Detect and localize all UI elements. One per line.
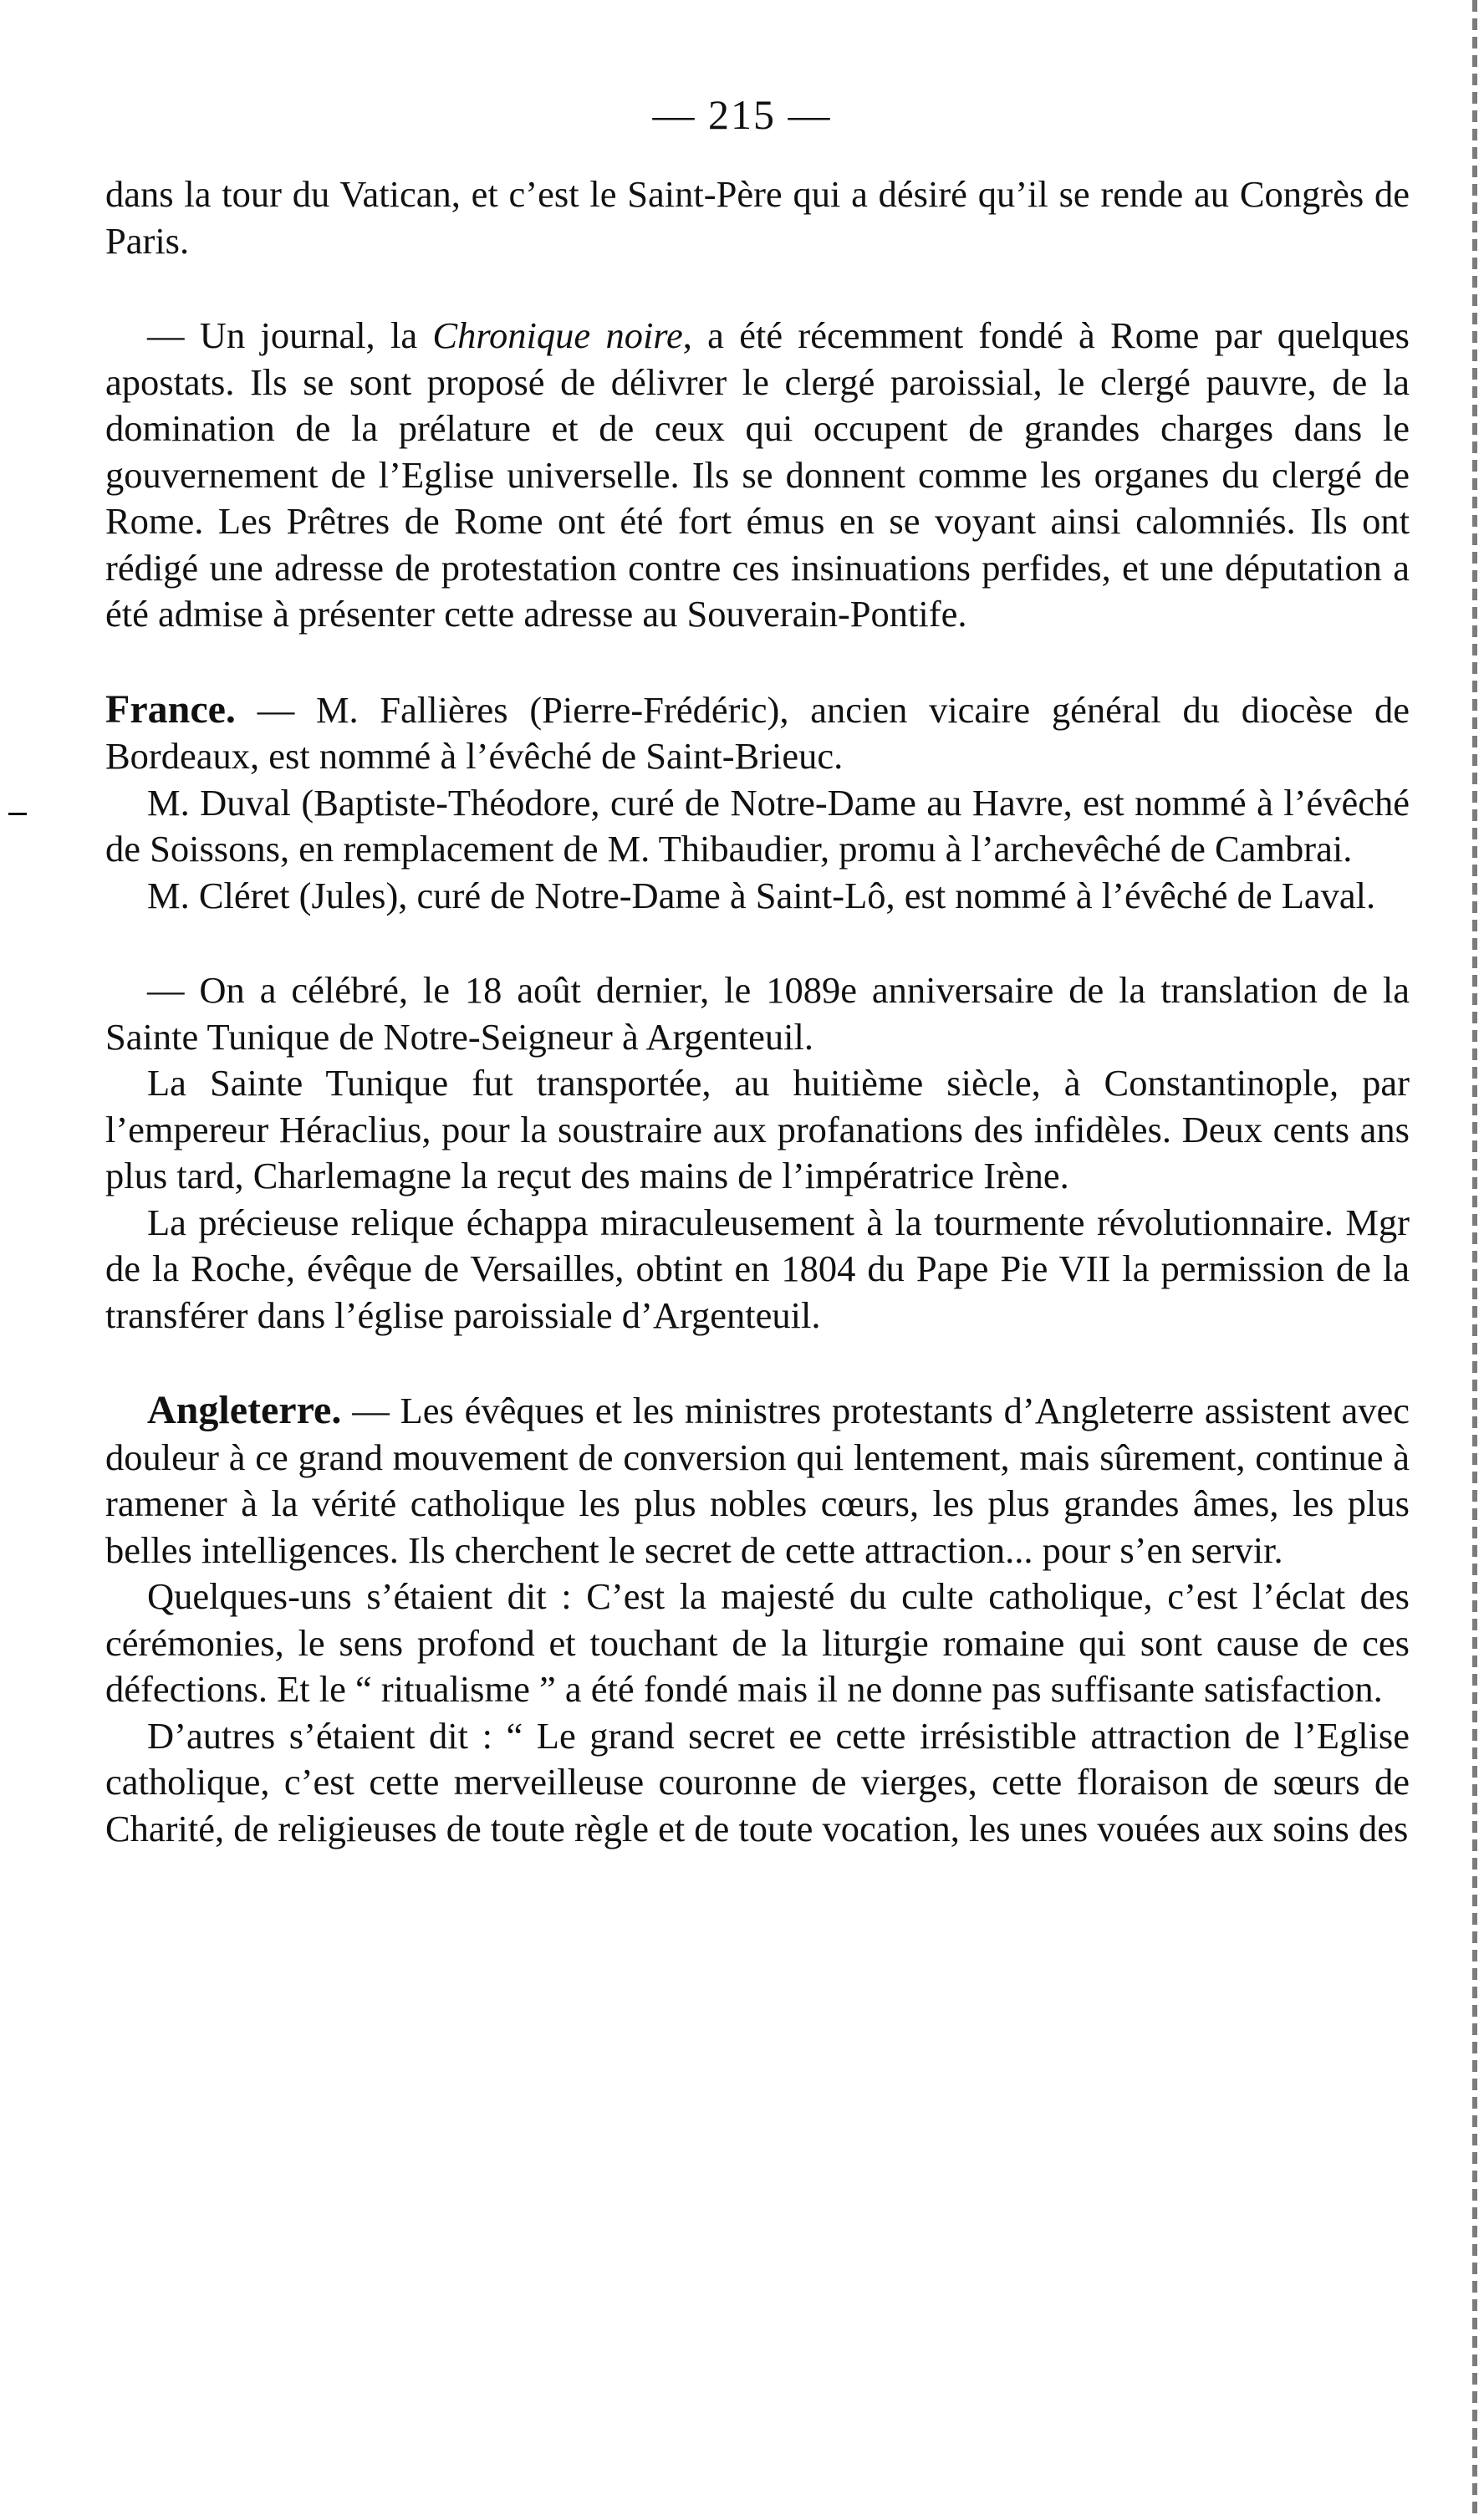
paragraph-text: D’autres s’étaient dit : “ Le grand secret ee cette irrésistible attraction de l’Eglise catholique, c’est cette merveilleuse couronne de vierges, cette floraison de sœurs de Charité, de religieuses de toute règle et de toute vocation, les unes vouées aux soins des <box>105 1714 1410 1849</box>
paragraph-text: La précieuse relique échappa miraculeusement à la tourmente révolutionnaire. Mgr de la Roche, évêque de Versailles, obtint en 1804 du Pape Pie VII la permission de la transférer dans l’église paroissiale d’Argenteuil. <box>105 1201 1410 1336</box>
paragraph-text: M. Duval (Baptiste-Théodore, curé de Notre-Dame au Havre, est nommé à l’évêché de Soissons, en remplacement de M. Thibaudier, promu à l’archevêché de Cambrai. <box>105 781 1410 870</box>
paragraph-text-before: — Un journal, la <box>147 314 433 356</box>
paragraph-tunique <box>105 1060 1410 1200</box>
paragraph-france <box>105 686 1410 780</box>
paragraph-gap <box>105 1339 1410 1387</box>
page-edge-border <box>1472 0 1477 2515</box>
paragraph-text: — M. Fallières (Pierre-Frédéric), ancien vicaire général du diocèse de Bordeaux, est nommé à l’évêché de Saint-Brieuc. <box>105 688 1410 777</box>
paragraph-angleterre <box>105 1387 1410 1574</box>
paragraph-text: M. Cléret (Jules), curé de Notre-Dame à Saint-Lô, est nommé à l’évêché de Laval. <box>147 874 1376 916</box>
paragraph-text: La Sainte Tunique fut transportée, au huitième siècle, à Constantinople, par l’empereur Héraclius, pour la soustraire aux profanations des infidèles. Deux cents ans plus tard, Charlemagne la reçut des mains de l’impératrice Irène. <box>105 1062 1410 1196</box>
paragraph-vatican <box>105 171 1410 264</box>
journal-title: Chronique noire <box>432 314 683 356</box>
section-heading-angleterre: Angleterre. <box>147 1388 342 1432</box>
margin-mark <box>8 813 27 815</box>
page-number: — 215 — <box>652 91 832 138</box>
paragraph-gap <box>105 264 1410 313</box>
paragraph-text: dans la tour du Vatican, et c’est le Saint-Père qui a désiré qu’il se rende au Congrès de Paris. <box>105 173 1410 262</box>
paragraph-gap <box>105 919 1410 967</box>
section-heading-france: France. <box>105 686 236 732</box>
paragraph-autres <box>105 1713 1410 1853</box>
paragraph-relique <box>105 1200 1410 1339</box>
article-text <box>105 171 1410 1852</box>
paragraph-text: Quelques-uns s’étaient dit : C’est la majesté du culte catholique, c’est l’éclat des cérémonies, le sens profond et touchant de la liturgie romaine qui sont cause de ces défections. Et le “ ritualisme ” a été fondé mais il ne donne pas suffisante satisfaction. <box>105 1575 1410 1710</box>
paragraph-duval <box>105 780 1410 873</box>
paragraph-cleret <box>105 873 1410 920</box>
paragraph-text: — Les évêques et les ministres protestants d’Angleterre assistent avec douleur à ce grand mouvement de conversion qui lentement, mais sûrement, continue à ramener à la vérité catholique les plus nobles cœurs, les plus grandes âmes, les plus belles intelligences. Ils cherchent le secret de cette attraction... pour s’en servir. <box>105 1390 1410 1571</box>
paragraph-quelques-uns <box>105 1574 1410 1713</box>
paragraph-gap <box>105 638 1410 686</box>
paragraph-argenteuil <box>105 967 1410 1060</box>
paragraph-text: — On a célébré, le 18 août dernier, le 1089e anniversaire de la translation de la Sainte Tunique de Notre-Seigneur à Argenteuil. <box>105 969 1410 1058</box>
paragraph-text-after: , a été récemment fondé à Rome par quelques apostats. Ils se sont proposé de délivrer le clergé paroissial, le clergé pauvre, de la domination de la prélature et de ceux qui occupent de grandes charges dans le gouvernement de l’Eglise universelle. Ils se donnent comme les organes du clergé de Rome. Les Prêtres de Rome ont été fort émus en se voyant ainsi calomniés. Ils ont rédigé une adresse de protestation contre ces insinuations perfides, et une députation a été admise à présenter cette adresse au Souverain-Pontife. <box>105 314 1410 635</box>
paragraph-chronique <box>105 313 1410 638</box>
